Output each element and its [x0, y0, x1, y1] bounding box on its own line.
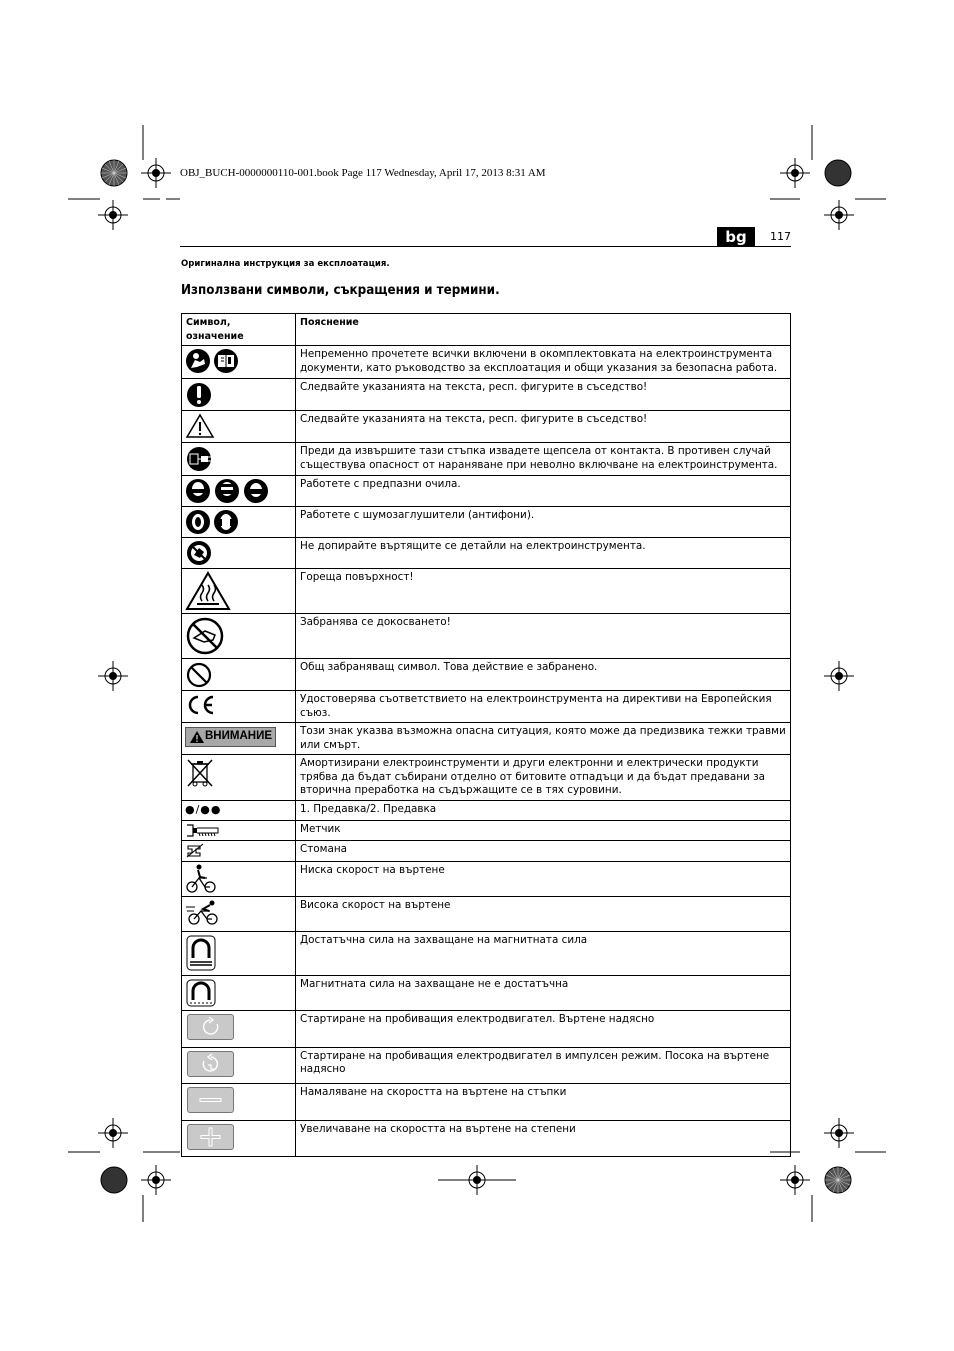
explanation-cell: Удостоверява съответствието на електроинструмента на директиви на Европейския съюз.	[296, 691, 791, 723]
motor-start-button-icon	[187, 1014, 234, 1040]
table-row	[182, 841, 791, 862]
symbol-cell	[182, 821, 296, 841]
explanation-cell: Намаляване на скоростта на въртене на стъпки	[296, 1084, 791, 1121]
tap-icon	[185, 823, 221, 838]
page-number: 117	[770, 230, 791, 243]
symbol-cell	[182, 538, 296, 569]
symbol-cell	[182, 659, 296, 691]
steel-icon	[185, 843, 205, 858]
explanation-cell: Магнитната сила на захващане не е достатъчна	[296, 976, 791, 1011]
explanation-cell: Следвайте указанията на текста, респ. фигурите в съседство!	[296, 411, 791, 443]
column-header-explanation: Пояснение	[296, 314, 791, 346]
explanation-cell: Ниска скорост на въртене	[296, 862, 791, 897]
symbol-cell	[182, 476, 296, 507]
explanation-cell: Този знак указва възможна опасна ситуация, която може да предизвика тежки травми или смърт.	[296, 723, 791, 755]
table-row	[182, 801, 791, 821]
symbol-cell	[182, 976, 296, 1011]
table-row	[182, 821, 791, 841]
table-row	[182, 443, 791, 476]
hot-surface-icon	[185, 571, 231, 611]
symbol-cell	[182, 932, 296, 976]
table-row	[182, 932, 791, 976]
eye-protection-icon	[185, 478, 269, 504]
explanation-cell: Стартиране на пробиващия електродвигател в импулсен режим. Посока на въртене надясно	[296, 1047, 791, 1084]
table-row	[182, 723, 791, 755]
symbol-cell	[182, 346, 296, 379]
explanation-cell: Непременно прочетете всички включени в окомплектовката на електроинструмента документи, като ръководство за експлоатация и общи указания за безопасна работа.	[296, 346, 791, 379]
symbol-cell	[182, 691, 296, 723]
explanation-cell: Увеличаване на скоростта на въртене на степени	[296, 1120, 791, 1157]
table-row	[182, 897, 791, 932]
section-heading: Използвани символи, съкращения и термини.	[181, 283, 500, 298]
table-row	[182, 569, 791, 614]
table-row	[182, 411, 791, 443]
column-header-symbol: Символ, означение	[182, 314, 296, 346]
explanation-cell: Стомана	[296, 841, 791, 862]
prohibition-icon	[185, 661, 213, 688]
table-row	[182, 659, 791, 691]
table-row	[182, 507, 791, 538]
table-row	[182, 862, 791, 897]
symbol-cell	[182, 443, 296, 476]
read-manual-icon	[185, 348, 241, 374]
symbol-cell	[182, 569, 296, 614]
explanation-cell: Достатъчна сила на захващане на магнитната сила	[296, 932, 791, 976]
warning-triangle-small-icon	[189, 730, 205, 744]
symbol-cell	[182, 897, 296, 932]
symbol-cell	[182, 723, 296, 755]
symbol-cell	[182, 1120, 296, 1157]
table-row	[182, 476, 791, 507]
symbol-cell	[182, 379, 296, 411]
table-row	[182, 691, 791, 723]
symbol-cell	[182, 841, 296, 862]
magnet-insufficient-icon	[185, 978, 217, 1008]
no-touch-rotating-icon	[185, 540, 213, 566]
table-row	[182, 538, 791, 569]
explanation-cell: Работете с шумозаглушители (антифони).	[296, 507, 791, 538]
symbol-cell	[182, 1011, 296, 1048]
unplug-icon	[185, 445, 213, 472]
explanation-cell: Висока скорост на въртене	[296, 897, 791, 932]
header-rule	[180, 246, 791, 247]
ear-protection-icon	[185, 509, 241, 535]
explanation-cell: Преди да извършите тази стъпка извадете щепсела от контакта. В противен случай съществува опасност от нараняване при неволно включване на електроинструмента.	[296, 443, 791, 476]
table-row	[182, 1084, 791, 1121]
table-row	[182, 755, 791, 801]
table-row	[182, 1011, 791, 1048]
explanation-cell: Работете с предпазни очила.	[296, 476, 791, 507]
book-info-line: OBJ_BUCH-0000000110-001.book Page 117 Wednesday, April 17, 2013 8:31 AM	[180, 167, 546, 179]
explanation-cell: Амортизирани електроинструменти и други електронни и електрически продукти трябва да бъдат събирани отделно от битовите отпадъци и да бъдат предавани за вторична преработка на съдържащите се в тях суровини.	[296, 755, 791, 801]
explanation-cell: 1. Предавка/2. Предавка	[296, 801, 791, 821]
language-badge: bg	[717, 227, 755, 247]
table-header-row	[182, 314, 791, 346]
symbol-cell	[182, 411, 296, 443]
symbol-cell	[182, 862, 296, 897]
table-row	[182, 1047, 791, 1084]
symbols-table	[181, 313, 791, 1157]
warning-triangle-icon	[185, 413, 215, 439]
bicycle-fast-icon	[185, 899, 219, 927]
warning-label-icon	[185, 727, 276, 747]
symbol-cell	[182, 1047, 296, 1084]
mandatory-exclamation-icon	[185, 381, 213, 408]
plus-button-icon	[187, 1124, 234, 1150]
table-row	[182, 379, 791, 411]
bicycle-slow-icon	[185, 864, 217, 894]
explanation-cell: Гореща повърхност!	[296, 569, 791, 614]
ce-mark-icon	[185, 693, 217, 717]
document-subtitle: Оригинална инструкция за експлоатация.	[181, 259, 390, 269]
table-row	[182, 1120, 791, 1157]
explanation-cell: Забранява се докосването!	[296, 614, 791, 659]
magnet-sufficient-icon	[185, 934, 217, 972]
motor-pulse-button-icon	[187, 1051, 234, 1077]
symbol-cell	[182, 1084, 296, 1121]
explanation-cell: Общ забраняващ символ. Това действие е забранено.	[296, 659, 791, 691]
do-not-touch-icon	[185, 616, 225, 656]
explanation-cell: Метчик	[296, 821, 791, 841]
weee-bin-icon	[185, 757, 215, 789]
explanation-cell: Следвайте указанията на текста, респ. фигурите в съседство!	[296, 379, 791, 411]
symbol-cell	[182, 755, 296, 801]
symbol-cell	[182, 614, 296, 659]
explanation-cell: Стартиране на пробиващия електродвигател. Въртене надясно	[296, 1011, 791, 1048]
symbol-cell	[182, 507, 296, 538]
minus-button-icon	[187, 1087, 234, 1113]
gear-dots-icon: ●/●●	[185, 803, 222, 816]
table-row	[182, 976, 791, 1011]
table-row	[182, 346, 791, 379]
table-row	[182, 614, 791, 659]
symbol-cell	[182, 801, 296, 821]
explanation-cell: Не допирайте въртящите се детайли на електроинструмента.	[296, 538, 791, 569]
warning-label-text: ВНИМАНИЕ	[205, 730, 273, 743]
